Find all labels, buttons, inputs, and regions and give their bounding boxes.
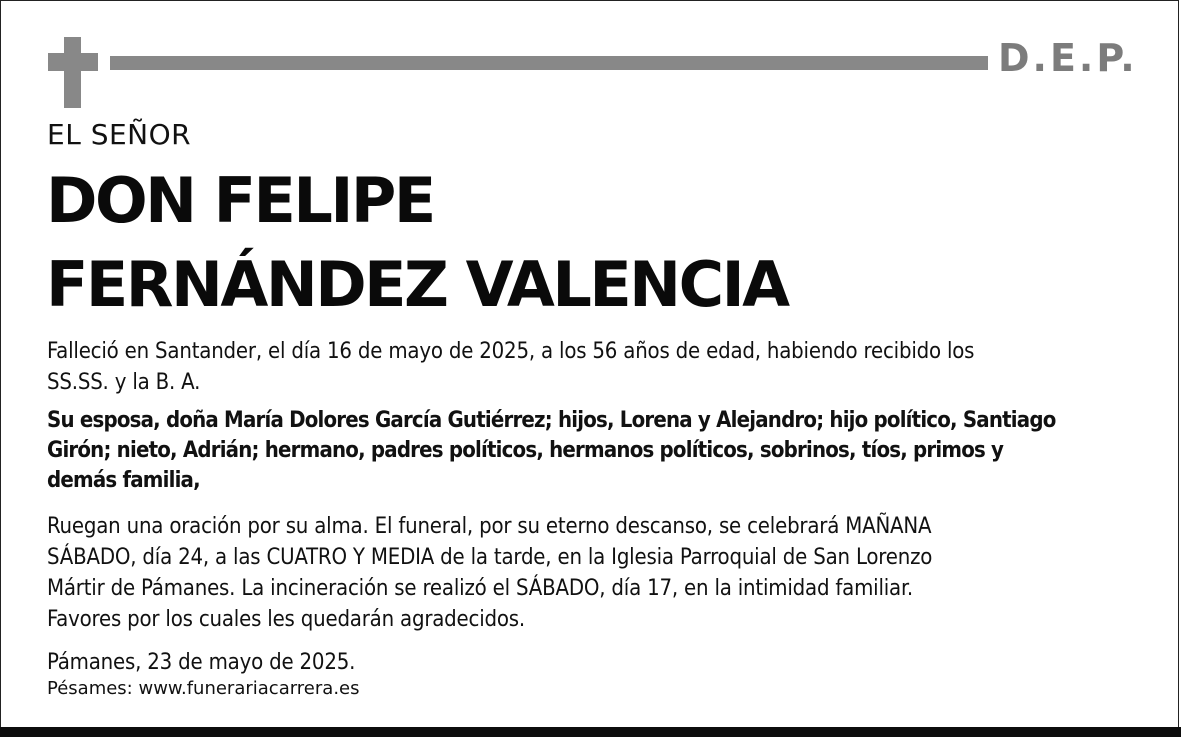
family-line: Girón; nieto, Adrián; hermano, padres políticos, hermanos políticos, sobrinos, tíos, primos y — [47, 438, 1004, 463]
place-date — [47, 647, 1137, 678]
funeral-line: Mártir de Pámanes. La incineración se realizó el SÁBADO, día 17, en la intimidad familiar. — [47, 576, 913, 601]
condolences-link: Pésames: www.funerariacarrera.es — [47, 678, 360, 699]
honorific: EL SEÑOR — [47, 118, 192, 151]
deceased-name-line-2: FERNÁNDEZ VALENCIA — [46, 248, 788, 321]
dep-label: D.E.P. — [998, 36, 1138, 80]
deceased-name-line-1: DON FELIPE — [46, 164, 434, 237]
family-list — [47, 406, 1137, 496]
cross-icon-arm — [48, 53, 98, 71]
cross-icon — [64, 37, 81, 108]
funeral-line: Favores por los cuales les quedarán agradecidos. — [47, 607, 525, 632]
family-line: Su esposa, doña María Dolores García Gutiérrez; hijos, Lorena y Alejandro; hijo político, Santiago — [47, 408, 1056, 433]
funeral-line: SÁBADO, día 24, a las CUATRO Y MEDIA de la tarde, en la Iglesia Parroquial de San Lorenzo — [47, 545, 933, 570]
family-line: demás familia, — [47, 468, 200, 493]
funeral-line: Ruegan una oración por su alma. El funeral, por su eterno descanso, se celebrará MAÑANA — [47, 514, 932, 539]
death-notice — [47, 336, 1137, 398]
death-notice-line: SS.SS. y la B. A. — [47, 370, 201, 395]
funeral-details — [47, 511, 1137, 635]
death-notice-line: Falleció en Santander, el día 16 de mayo de 2025, a los 56 años de edad, habiendo recibido los — [47, 339, 975, 364]
place-date-line: Pámanes, 23 de mayo de 2025. — [47, 650, 356, 675]
header-rule — [110, 56, 988, 70]
bottom-band — [0, 727, 1181, 737]
